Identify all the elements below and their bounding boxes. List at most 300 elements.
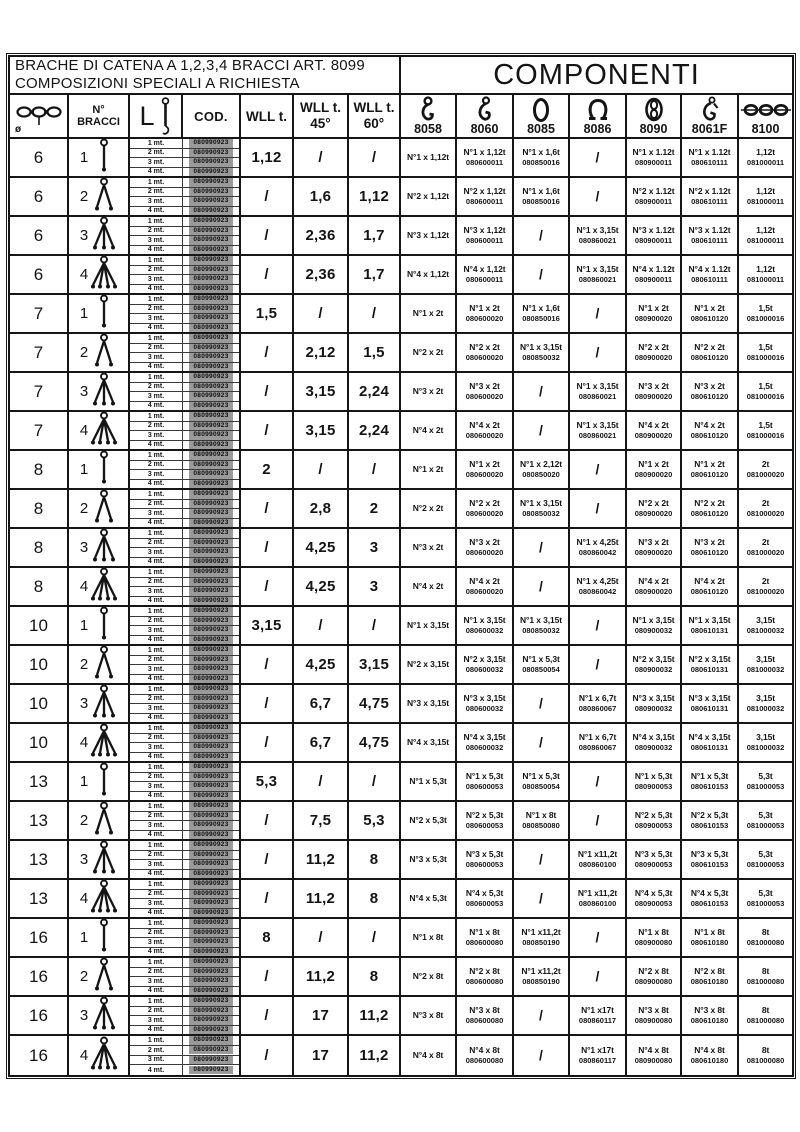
component-column-label: 8060: [470, 122, 499, 136]
component-code: 080850190: [522, 976, 560, 986]
component-qty: N°1 x 5,3t: [409, 776, 447, 787]
wll60-cell: 3: [349, 529, 401, 566]
length-code-chip: 080990923: [189, 607, 232, 616]
component-qty: N°1 x 5,3t: [465, 771, 504, 781]
component-qty: N°4 x 3,15t: [688, 732, 731, 742]
length-code: [183, 851, 239, 861]
component-code: 080850016: [522, 196, 560, 206]
length-code: [183, 743, 239, 753]
length-code-cell: [130, 568, 241, 605]
component-code: 080860100: [578, 859, 617, 869]
component-code: 080600011: [465, 196, 504, 206]
length-code: [183, 919, 239, 929]
component-cell-8100: [739, 451, 792, 488]
length-code-chip: 080990923: [189, 461, 232, 470]
component-qty: N°1 x 3,15t: [576, 381, 619, 391]
length-label: 4 mt.: [130, 519, 183, 528]
component-qty: N°4 x 1,12t: [407, 269, 449, 280]
component-code: 080860067: [578, 703, 617, 713]
diameter-cell: 10: [10, 724, 69, 761]
table-row: [10, 568, 792, 607]
length-code: [183, 909, 239, 918]
length-code: [183, 753, 239, 762]
bracci-count: 3: [79, 383, 89, 400]
table-row: [10, 685, 792, 724]
component-qty: N°1 x 2t: [694, 303, 725, 313]
table-row: [10, 178, 792, 217]
component-code: 081000011: [746, 274, 785, 284]
component-qty: N°3 x 5,3t: [634, 849, 673, 859]
length-label: 2 mt.: [130, 266, 183, 276]
component-cell-8060: [457, 802, 514, 839]
component-code: 080860100: [578, 898, 617, 908]
length-code: [183, 578, 239, 588]
component-qty: N°1 x11,2t: [521, 966, 561, 976]
length-code-chip: 080990923: [189, 363, 232, 372]
component-code: 080600080: [465, 976, 504, 986]
length-code: [183, 1007, 239, 1017]
component-cell-8058: [401, 919, 457, 956]
component-qty: N°3 x 2t: [469, 537, 500, 547]
component-qty: N°1 x 4,25t: [576, 576, 619, 586]
length-column-header: [130, 95, 183, 137]
length-code: [183, 938, 239, 948]
component-cell-8086: [570, 685, 627, 722]
length-code: [183, 977, 239, 987]
component-qty: N°1 x 5,3t: [522, 654, 560, 664]
component-cell-8061F: [682, 451, 739, 488]
wll45-column-header: [294, 95, 349, 137]
wll-cell: 5,3: [241, 763, 294, 800]
length-code: [183, 958, 239, 968]
bracci-cell: [69, 490, 130, 527]
component-code: 080860021: [578, 391, 617, 401]
length-code: [183, 431, 239, 441]
length-code: [183, 675, 239, 684]
component-cell-8085: [514, 646, 570, 683]
wll60-cell: 2,24: [349, 373, 401, 410]
component-qty: N°3 x 1.12t: [688, 225, 731, 235]
component-qty: 2t: [761, 459, 770, 469]
wll45-cell: 2,36: [294, 256, 349, 293]
component-code: 080850020: [522, 469, 560, 479]
component-cell-8061F: [682, 334, 739, 371]
wll45-cell: 11,2: [294, 841, 349, 878]
length-code-chip: 080990923: [189, 938, 232, 947]
component-cell-8085: [514, 763, 570, 800]
length-code: [183, 636, 239, 645]
component-qty: N°4 x 3,15t: [407, 737, 449, 748]
length-label: 4 mt.: [130, 285, 183, 294]
component-code: 080610153: [690, 859, 729, 869]
wll45-cell: /: [294, 139, 349, 176]
length-code-cell: [130, 880, 241, 917]
length-code-chip: 080990923: [189, 480, 232, 489]
diameter-cell: 7: [10, 334, 69, 371]
length-label: 1 mt.: [130, 958, 183, 968]
table-row: [10, 724, 792, 763]
length-code: [183, 295, 239, 305]
component-cell-8100: [739, 763, 792, 800]
component-code: 080900032: [634, 742, 673, 752]
component-code: 080900020: [634, 508, 673, 518]
component-code: 080900020: [634, 430, 673, 440]
length-code-cell: [130, 490, 241, 527]
component-cell-8060: [457, 529, 514, 566]
component-code: 080900020: [634, 352, 673, 362]
component-qty: N°3 x 1,12t: [463, 225, 506, 235]
wll-cell: /: [241, 178, 294, 215]
length-label: 2 mt.: [130, 227, 183, 237]
component-code: 080850190: [522, 937, 560, 947]
length-label: 2 mt.: [130, 539, 183, 549]
component-qty: N°2 x 3,15t: [688, 654, 731, 664]
length-code: [183, 685, 239, 695]
component-qty: N°1 x 2,12t: [520, 459, 562, 469]
component-code: 080850032: [522, 625, 560, 635]
component-cell-8060: [457, 958, 514, 995]
component-qty: 8t: [761, 927, 770, 937]
component-code: 080600020: [465, 352, 504, 362]
component-code: 080610180: [690, 937, 729, 947]
bracci-count: 3: [79, 539, 89, 556]
table-title: [10, 57, 401, 93]
length-code-cell: [130, 607, 241, 644]
wll60-cell: 5,3: [349, 802, 401, 839]
bracci-count: 3: [79, 227, 89, 244]
wll60-cell: /: [349, 139, 401, 176]
wll60-cell: /: [349, 451, 401, 488]
component-code: 080600080: [465, 1055, 504, 1065]
length-label: 2 mt.: [130, 890, 183, 900]
bracci-cell: [69, 802, 130, 839]
component-cell-8090: [627, 919, 682, 956]
length-code-chip: 080990923: [189, 227, 232, 236]
length-code-chip: 080990923: [189, 919, 232, 928]
length-label: 2 mt.: [130, 1007, 183, 1017]
component-code: 080600020: [465, 313, 504, 323]
component-code: 080610153: [690, 898, 729, 908]
component-code: 081000032: [746, 625, 785, 635]
component-code: 080860042: [578, 547, 617, 557]
length-label: 3 mt.: [130, 431, 183, 441]
component-code: 081000020: [746, 469, 785, 479]
length-code: [183, 714, 239, 723]
component-code: 080600020: [465, 586, 504, 596]
component-cell-8085: /: [514, 997, 570, 1034]
component-qty: N°1 x 8t: [694, 927, 725, 937]
component-column-label: 8086: [583, 122, 612, 136]
diameter-symbol: ø: [15, 124, 22, 135]
component-qty: N°2 x 5,3t: [465, 810, 504, 820]
component-column-label: 8100: [751, 122, 780, 136]
component-code: 080600020: [465, 469, 504, 479]
component-cell-8090: [627, 802, 682, 839]
wll-cell: /: [241, 412, 294, 449]
component-cell-8058: [401, 139, 457, 176]
component-qty: N°2 x 5,3t: [690, 810, 729, 820]
component-cell-8060: [457, 412, 514, 449]
component-cell-8058: [401, 256, 457, 293]
length-code: [183, 392, 239, 402]
length-code: [183, 597, 239, 606]
component-cell-8086: /: [570, 802, 627, 839]
component-cell-8085: [514, 451, 570, 488]
component-code: 080900011: [634, 157, 673, 167]
length-code-chip: 080990923: [189, 285, 232, 294]
chain-links-icon: [741, 96, 791, 123]
length-code-chip: 080990923: [189, 246, 232, 255]
length-code: [183, 558, 239, 567]
length-code-chip: 080990923: [189, 987, 232, 996]
length-code: [183, 1065, 239, 1075]
length-label: 4 mt.: [130, 168, 183, 177]
component-cell-8090: [627, 568, 682, 605]
component-code: 080610120: [690, 430, 729, 440]
component-code: 080610120: [690, 313, 729, 323]
length-code: [183, 197, 239, 207]
length-code: [183, 792, 239, 801]
wll-cell: /: [241, 568, 294, 605]
component-cell-8061F: [682, 295, 739, 332]
length-code-chip: 080990923: [189, 587, 232, 596]
component-cell-8085: [514, 919, 570, 956]
component-code: 081000080: [746, 937, 785, 947]
length-code-chip: 080990923: [189, 977, 232, 986]
component-code: 080610180: [690, 1015, 729, 1025]
length-label: 4 mt.: [130, 987, 183, 996]
bracci-count: 1: [79, 149, 89, 166]
component-qty: 2t: [761, 576, 770, 586]
length-code-chip: 080990923: [189, 295, 232, 304]
length-code: [183, 802, 239, 812]
component-qty: N°3 x 8t: [694, 1005, 725, 1015]
bracci-sling-diagram-icon: [91, 334, 117, 371]
component-code: 080610111: [691, 196, 728, 206]
component-code: 080900053: [634, 859, 673, 869]
title-line2: COMPOSIZIONI SPECIALI A RICHIESTA: [15, 75, 300, 92]
component-code: 080610111: [691, 157, 728, 167]
length-code: [183, 207, 239, 216]
component-cell-8061F: [682, 412, 739, 449]
length-code: [183, 997, 239, 1007]
length-label: 4 mt.: [130, 792, 183, 801]
table-row: [10, 1036, 792, 1075]
length-code: [183, 763, 239, 773]
length-label: 2 mt.: [130, 1046, 183, 1056]
length-label: 3 mt.: [130, 470, 183, 480]
clevis-sling-hook-icon: [474, 96, 496, 123]
wll60-cell: 8: [349, 880, 401, 917]
component-code: 081000053: [746, 898, 785, 908]
length-code: [183, 899, 239, 909]
component-cell-8090: [627, 451, 682, 488]
component-code: 080900080: [634, 1015, 673, 1025]
component-code: 080900053: [634, 781, 673, 791]
component-cell-8061F: [682, 490, 739, 527]
length-label: 3 mt.: [130, 743, 183, 753]
bracci-cell: [69, 880, 130, 917]
length-code-chip: 080990923: [189, 197, 232, 206]
table-row: [10, 373, 792, 412]
length-label: 3 mt.: [130, 548, 183, 558]
component-qty: N°1 x 2t: [694, 459, 725, 469]
bracci-sling-diagram-icon: [91, 256, 117, 293]
component-cell-8100: [739, 178, 792, 215]
bracci-count: 3: [79, 851, 89, 868]
component-cell-8058: [401, 646, 457, 683]
component-code: 080900020: [634, 391, 673, 401]
component-cell-8086: /: [570, 334, 627, 371]
length-code-cell: [130, 763, 241, 800]
component-cell-8100: [739, 568, 792, 605]
component-cell-8061F: [682, 919, 739, 956]
length-code: [183, 227, 239, 237]
length-code: [183, 158, 239, 168]
length-code-chip: 080990923: [189, 890, 232, 899]
bracci-cell: [69, 412, 130, 449]
length-label: 4 mt.: [130, 1026, 183, 1035]
component-qty: N°3 x 1,12t: [407, 230, 449, 241]
length-code-chip: 080990923: [189, 441, 232, 450]
length-label: 1 mt.: [130, 334, 183, 344]
component-qty: N°3 x 2t: [469, 381, 500, 391]
wll45-header-line2: 45°: [310, 116, 331, 131]
component-qty: N°2 x 5,3t: [409, 815, 447, 826]
length-code: [183, 402, 239, 411]
wll-cell: /: [241, 958, 294, 995]
length-code-chip: 080990923: [189, 812, 232, 821]
length-code: [183, 704, 239, 714]
component-qty: 1,12t: [756, 147, 775, 157]
title-row: [10, 57, 792, 95]
length-code: [183, 890, 239, 900]
component-cell-8060: [457, 880, 514, 917]
component-qty: N°1 x11,2t: [521, 927, 561, 937]
length-code: [183, 519, 239, 528]
component-cell-8086: [570, 217, 627, 254]
component-cell-8090: [627, 334, 682, 371]
component-code: 080860117: [578, 1015, 617, 1025]
component-code: 080600053: [465, 898, 504, 908]
length-code-chip: 080990923: [189, 392, 232, 401]
wll60-cell: 3,15: [349, 646, 401, 683]
bracci-sling-diagram-icon: [91, 412, 117, 449]
wll45-header-line1: WLL t.: [300, 100, 341, 115]
component-qty: 2t: [761, 537, 770, 547]
component-qty: N°3 x 2t: [412, 542, 444, 553]
component-qty: N°4 x 2t: [412, 581, 444, 592]
bracci-cell: [69, 217, 130, 254]
component-cell-8100: [739, 724, 792, 761]
component-qty: N°3 x 5,3t: [409, 854, 447, 865]
component-code: 080610131: [690, 703, 729, 713]
component-qty: N°1 x 1,6t: [522, 303, 560, 313]
length-code: [183, 178, 239, 188]
component-qty: N°1 x 5,3t: [634, 771, 673, 781]
component-cell-8058: [401, 334, 457, 371]
component-qty: N°4 x 8t: [469, 1045, 500, 1055]
component-cell-8090: [627, 490, 682, 527]
length-code: [183, 363, 239, 372]
length-label: 1 mt.: [130, 802, 183, 812]
table-row: [10, 802, 792, 841]
wll45-cell: /: [294, 295, 349, 332]
component-qty: N°2 x 8t: [412, 971, 444, 982]
wll60-cell: 11,2: [349, 1036, 401, 1075]
length-code-cell: [130, 841, 241, 878]
length-code-cell: [130, 724, 241, 761]
component-code: 080860117: [578, 1055, 617, 1065]
component-cell-8060: [457, 373, 514, 410]
component-code: 080610131: [690, 664, 729, 674]
length-code: [183, 587, 239, 597]
table-row: [10, 490, 792, 529]
component-qty: N°1 x 3,15t: [520, 498, 562, 508]
length-code: [183, 841, 239, 851]
length-code: [183, 500, 239, 510]
component-qty: 1,5t: [758, 420, 773, 430]
component-code: 081000016: [746, 430, 785, 440]
component-qty: N°4 x 1.12t: [688, 264, 731, 274]
component-qty: 1,12t: [756, 186, 775, 196]
component-cell-8085: /: [514, 568, 570, 605]
wll-cell: 1,12: [241, 139, 294, 176]
component-cell-8058: [401, 490, 457, 527]
component-cell-8061F: [682, 139, 739, 176]
component-qty: N°1 x 3,15t: [520, 342, 562, 352]
component-code: 080610131: [690, 625, 729, 635]
bracci-sling-diagram-icon: [91, 685, 117, 722]
component-qty: N°4 x 2t: [638, 420, 669, 430]
length-label: 1 mt.: [130, 685, 183, 695]
wll-cell: 2: [241, 451, 294, 488]
bracci-header-line1: N°: [92, 103, 105, 116]
table-row: [10, 217, 792, 256]
diameter-cell: 13: [10, 880, 69, 917]
length-code: [183, 509, 239, 519]
bracci-sling-diagram-icon: [91, 1036, 117, 1075]
component-qty: 1,12t: [756, 264, 775, 274]
length-code: [183, 1026, 239, 1035]
component-cell-8060: [457, 568, 514, 605]
component-qty: N°1 x 3,15t: [576, 420, 619, 430]
diameter-cell: 13: [10, 802, 69, 839]
component-cell-8085: [514, 490, 570, 527]
component-qty: N°2 x 2t: [694, 342, 725, 352]
component-qty: N°1 x 3,15t: [463, 615, 506, 625]
component-cell-8085: [514, 139, 570, 176]
bracci-count: 1: [79, 617, 89, 634]
bracci-cell: [69, 685, 130, 722]
component-qty: N°2 x 3,15t: [632, 654, 675, 664]
component-qty: N°1 x 2t: [412, 308, 444, 319]
length-label: 1 mt.: [130, 490, 183, 500]
length-label: 4 mt.: [130, 831, 183, 840]
wll60-cell: 3: [349, 568, 401, 605]
component-cell-8086: [570, 997, 627, 1034]
length-label: 2 mt.: [130, 422, 183, 432]
length-code: [183, 149, 239, 159]
table-row: [10, 919, 792, 958]
bracci-sling-diagram-icon: [91, 295, 117, 332]
length-code-chip: 080990923: [189, 968, 232, 977]
length-code-chip: 080990923: [189, 763, 232, 772]
component-cell-8060: [457, 490, 514, 527]
diameter-cell: 7: [10, 373, 69, 410]
length-code: [183, 656, 239, 666]
length-label: 1 mt.: [130, 646, 183, 656]
